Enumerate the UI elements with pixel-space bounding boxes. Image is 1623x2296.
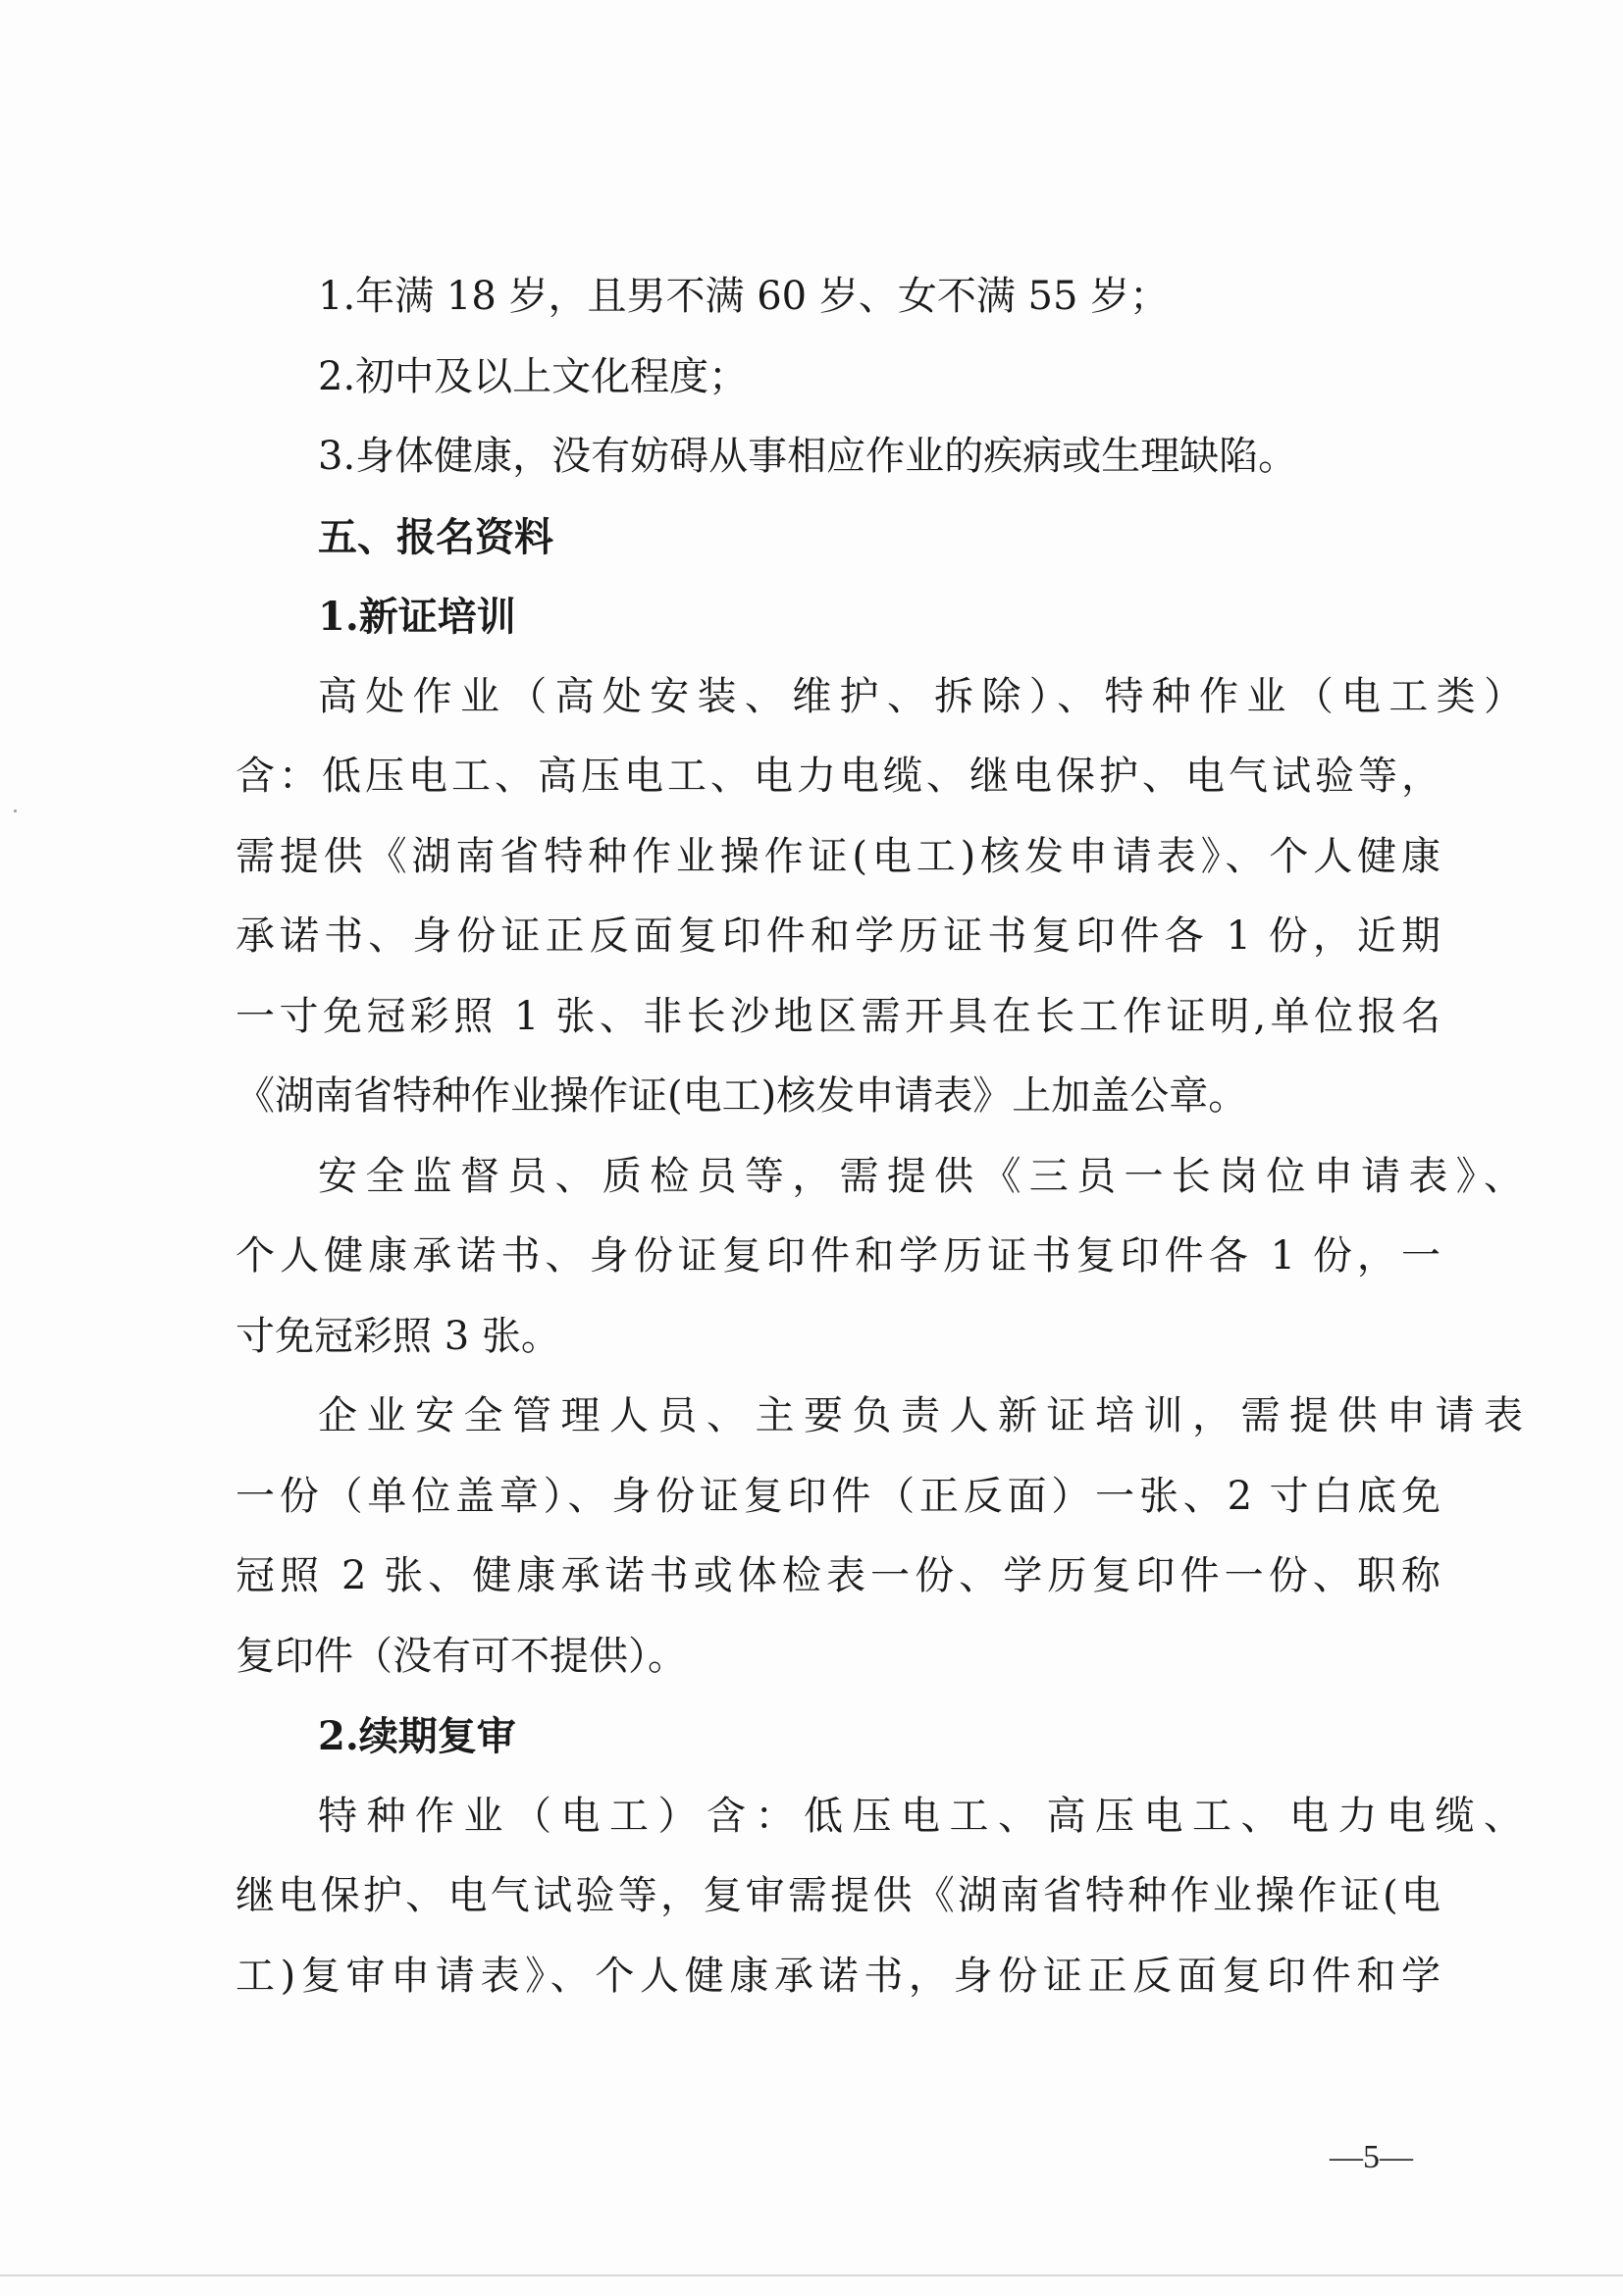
requirement-age: 1.年满 18 岁，且男不满 60 岁、女不满 55 岁；	[318, 274, 1170, 319]
section-heading-registration: 五、报名资料	[318, 513, 553, 560]
subheading-new-certificate: 1.新证培训	[318, 594, 516, 640]
paragraph-line: 《湖南省特种作业操作证(电工)核发申请表》上加盖公章。	[236, 1073, 1248, 1119]
paragraph-line: 特种作业（电工）含：低压电工、高压电工、电力电缆、	[318, 1793, 1523, 1839]
scan-speck	[14, 809, 17, 812]
paragraph-line: 寸免冠彩照 3 张。	[236, 1313, 560, 1359]
paragraph-line: 继电保护、电气试验等，复审需提供《湖南省特种作业操作证(电	[236, 1873, 1440, 1918]
paragraph-line: 一份（单位盖章）、身份证复印件（正反面）一张、2 寸白底免	[236, 1473, 1440, 1519]
paragraph-line: 工)复审申请表》、个人健康承诺书，身份证正反面复印件和学	[236, 1953, 1440, 1999]
page-number: —5—	[1330, 2139, 1413, 2175]
paragraph-line: 安全监督员、质检员等，需提供《三员一长岗位申请表》、	[318, 1153, 1523, 1199]
scan-bottom-edge	[0, 2274, 1623, 2276]
paragraph-line: 企业安全管理人员、主要负责人新证培训，需提供申请表	[318, 1393, 1523, 1438]
paragraph-line: 含：低压电工、高压电工、电力电缆、继电保护、电气试验等，	[236, 754, 1440, 799]
subheading-renewal-review: 2.续期复审	[318, 1713, 516, 1759]
paragraph-line: 承诺书、身份证正反面复印件和学历证书复印件各 1 份，近期	[236, 913, 1440, 959]
paragraph-line: 高处作业（高处安装、维护、拆除）、特种作业（电工类）	[318, 673, 1523, 719]
document-body	[236, 257, 1523, 2016]
paragraph-line: 一寸免冠彩照 1 张、非长沙地区需开具在长工作证明,单位报名	[236, 993, 1440, 1039]
paragraph-line: 复印件（没有可不提供）。	[236, 1633, 687, 1679]
requirement-health: 3.身体健康，没有妨碍从事相应作业的疾病或生理缺陷。	[318, 434, 1298, 479]
paragraph-line: 需提供《湖南省特种作业操作证(电工)核发申请表》、个人健康	[236, 833, 1440, 879]
requirement-education: 2.初中及以上文化程度；	[318, 353, 749, 399]
paragraph-line: 冠照 2 张、健康承诺书或体检表一份、学历复印件一份、职称	[236, 1553, 1440, 1598]
paragraph-line: 个人健康承诺书、身份证复印件和学历证书复印件各 1 份，一	[236, 1233, 1440, 1278]
